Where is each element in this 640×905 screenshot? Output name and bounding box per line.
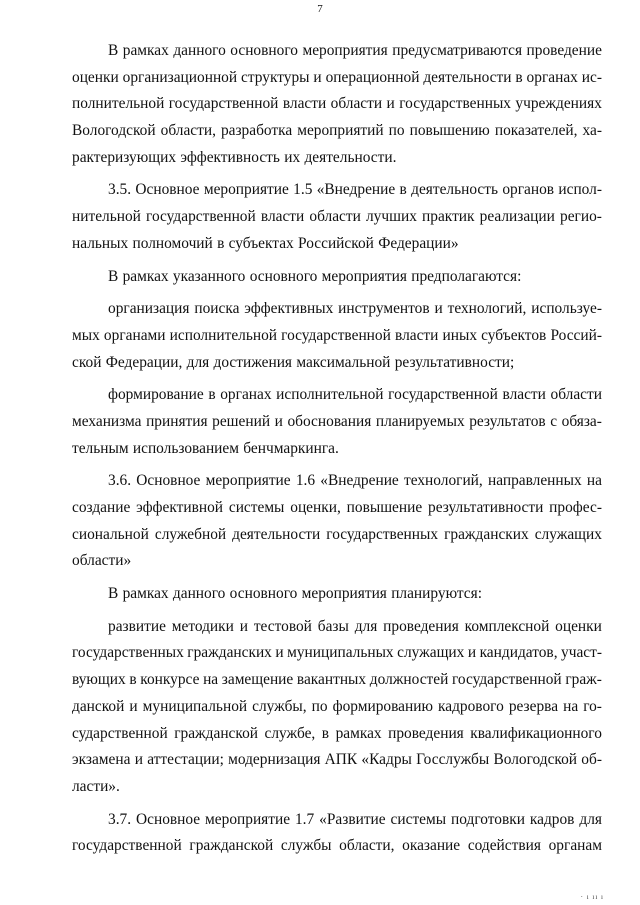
text-line: данской и муниципальной службы, по формированию кадрового резерва на го- xyxy=(72,697,602,715)
text-line: вующих в конкурсе на замещение вакантных должностей государственной граж- xyxy=(72,671,602,689)
text-line: 3.7. Основное мероприятие 1.7 «Развитие системы подготовки кадров для xyxy=(108,810,602,828)
paragraph xyxy=(72,177,602,257)
text-line: ской Федерации, для достижения максимальной результативности; xyxy=(72,353,515,371)
text-line: государственных гражданских и муниципальных служащих и кандидатов, участ- xyxy=(72,644,602,662)
text-line: Вологодской области, разработка мероприятий по повышению показателей, ха- xyxy=(72,122,602,140)
text-line: В рамках данного основного мероприятия планируются: xyxy=(108,585,482,603)
paragraph xyxy=(72,807,602,860)
paragraph xyxy=(72,382,602,462)
text-line: сударственной гражданской службе, в рамках проведения квалификационного xyxy=(72,724,602,742)
text-line: экзамена и аттестации; модернизация АПК «Кадры Госслужбы Вологодской об- xyxy=(72,751,602,769)
paragraph xyxy=(72,264,602,291)
text-line: развитие методики и тестовой базы для проведения комплексной оценки xyxy=(108,617,602,635)
text-line: государственной гражданской службы области, оказание содействия органам xyxy=(72,837,602,855)
text-line: ласти». xyxy=(72,777,120,795)
body-text xyxy=(72,38,602,860)
paragraph xyxy=(72,38,602,171)
text-line: организация поиска эффективных инструментов и технологий, используе- xyxy=(108,300,602,318)
paragraph xyxy=(72,296,602,376)
text-line: нительной государственной власти области лучших практик реализации регио- xyxy=(72,208,602,226)
text-line: тельным использованием бенчмаркинга. xyxy=(72,439,339,457)
text-line: 3.6. Основное мероприятие 1.6 «Внедрение технологий, направленных на xyxy=(108,472,602,490)
scan-mark: · ı ıı ı xyxy=(580,893,604,901)
paragraph xyxy=(72,468,602,575)
text-line: полнительной государственной власти области и государственных учреждениях xyxy=(72,95,602,113)
text-line: оценки организационной структуры и операционной деятельности в органах ис- xyxy=(72,68,602,86)
text-line: В рамках указанного основного мероприятия предполагаются: xyxy=(108,267,522,285)
page-number: 7 xyxy=(317,3,323,15)
paragraph xyxy=(72,581,602,608)
text-line: области» xyxy=(72,552,132,570)
paragraph xyxy=(72,614,602,801)
text-line: механизма принятия решений и обоснования планируемых результатов с обяза- xyxy=(72,412,602,430)
text-line: создание эффективной системы оценки, повышение результативности профес- xyxy=(72,499,602,516)
text-line: сиональной служебной деятельности государственных гражданских служащих xyxy=(72,525,602,543)
text-line: мых органами исполнительной государственной власти иных субъектов Россий- xyxy=(72,326,602,344)
text-line: формирование в органах исполнительной государственной власти области xyxy=(108,386,602,404)
text-line: В рамках данного основного мероприятия предусматриваются проведение xyxy=(108,42,602,59)
text-line: нальных полномочий в субъектах Российской Федерации» xyxy=(72,234,459,252)
text-line: рактеризующих эффективность их деятельности. xyxy=(72,148,397,166)
text-line: 3.5. Основное мероприятие 1.5 «Внедрение в деятельность органов испол- xyxy=(108,181,602,199)
